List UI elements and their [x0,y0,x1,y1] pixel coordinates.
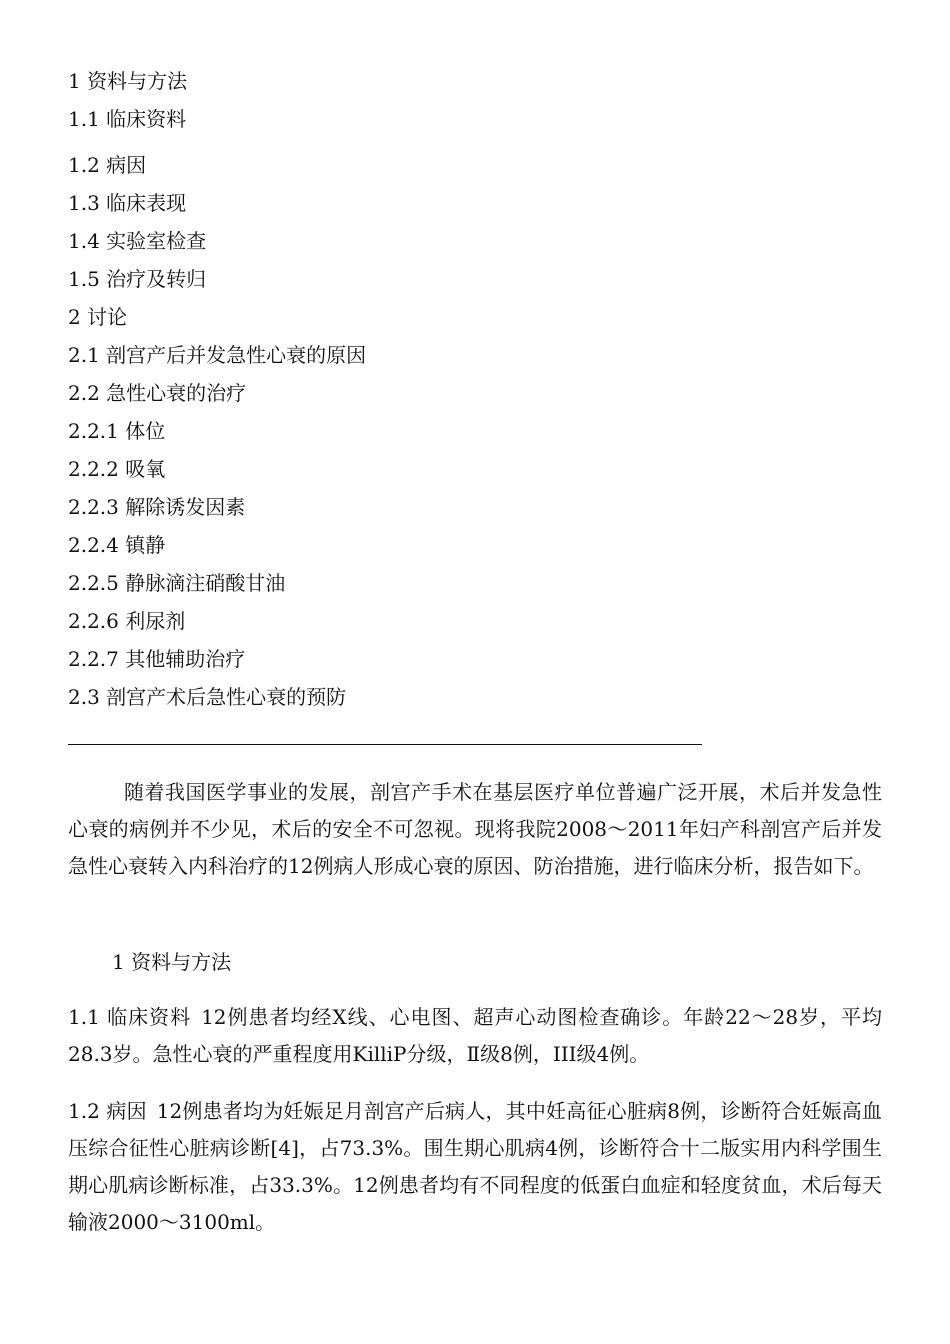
section-1-2-text: 12例患者均为妊娠足月剖宫产后病人，其中妊高征心脏病8例，诊断符合妊娠高血压综合征性心脏病诊断[4]，占73.3%。围生期心肌病4例，诊断符合十二版实用内科学围生期心肌病诊断标准，占33.3%。12例患者均有不同程度的低蛋白血症和轻度贫血，术后每天输液2000～3100ml。 [68,1099,882,1234]
toc-item-1: 1 资料与方法 [68,69,188,93]
section-1-heading: 1 资料与方法 [112,950,232,974]
section-divider [68,744,702,745]
intro-paragraph: 随着我国医学事业的发展，剖宫产手术在基层医疗单位普遍广泛开展，术后并发急性心衰的病例并不少见，术后的安全不可忽视。现将我院2008～2011年妇产科剖宫产后并发急性心衰转入内科治疗的12例病人形成心衰的原因、防治措施，进行临床分析，报告如下。 [68,780,882,878]
section-1-1-text: 12例患者均经X线、心电图、超声心动图检查确诊。年龄22～28岁，平均28.3岁。急性心衰的严重程度用KilliP分级，Ⅱ级8例，III级4例。 [68,1005,882,1066]
toc-item-2-2-6: 2.2.6 利尿剂 [68,609,186,633]
toc-item-2-2-7: 2.2.7 其他辅助治疗 [68,647,246,671]
toc-item-1-5: 1.5 治疗及转归 [68,267,207,291]
table-of-contents [68,62,788,716]
toc-item-1-1: 1.1 临床资料 [68,107,187,131]
toc-item-2-1: 2.1 剖宫产后并发急性心衰的原因 [68,343,367,367]
toc-item-2-2-2: 2.2.2 吸氧 [68,457,166,481]
section-1-2-heading: 1.2 病因 [68,1099,147,1123]
toc-item-1-2: 1.2 病因 [68,153,147,177]
section-1-1-heading: 1.1 临床资料 [68,1005,192,1029]
toc-item-1-4: 1.4 实验室检查 [68,229,207,253]
section-1-1-paragraph [68,999,882,1073]
toc-item-2-2-5: 2.2.5 静脉滴注硝酸甘油 [68,571,286,595]
toc-item-2-3: 2.3 剖宫产术后急性心衰的预防 [68,685,347,709]
toc-item-2-2-4: 2.2.4 镇静 [68,533,166,557]
toc-item-2-2: 2.2 急性心衰的治疗 [68,381,247,405]
toc-item-2-2-3: 2.2.3 解除诱发因素 [68,495,246,519]
toc-item-1-3: 1.3 临床表现 [68,191,187,215]
toc-item-2-2-1: 2.2.1 体位 [68,419,166,443]
section-1-2-paragraph [68,1093,882,1241]
toc-item-2: 2 讨论 [68,305,128,329]
